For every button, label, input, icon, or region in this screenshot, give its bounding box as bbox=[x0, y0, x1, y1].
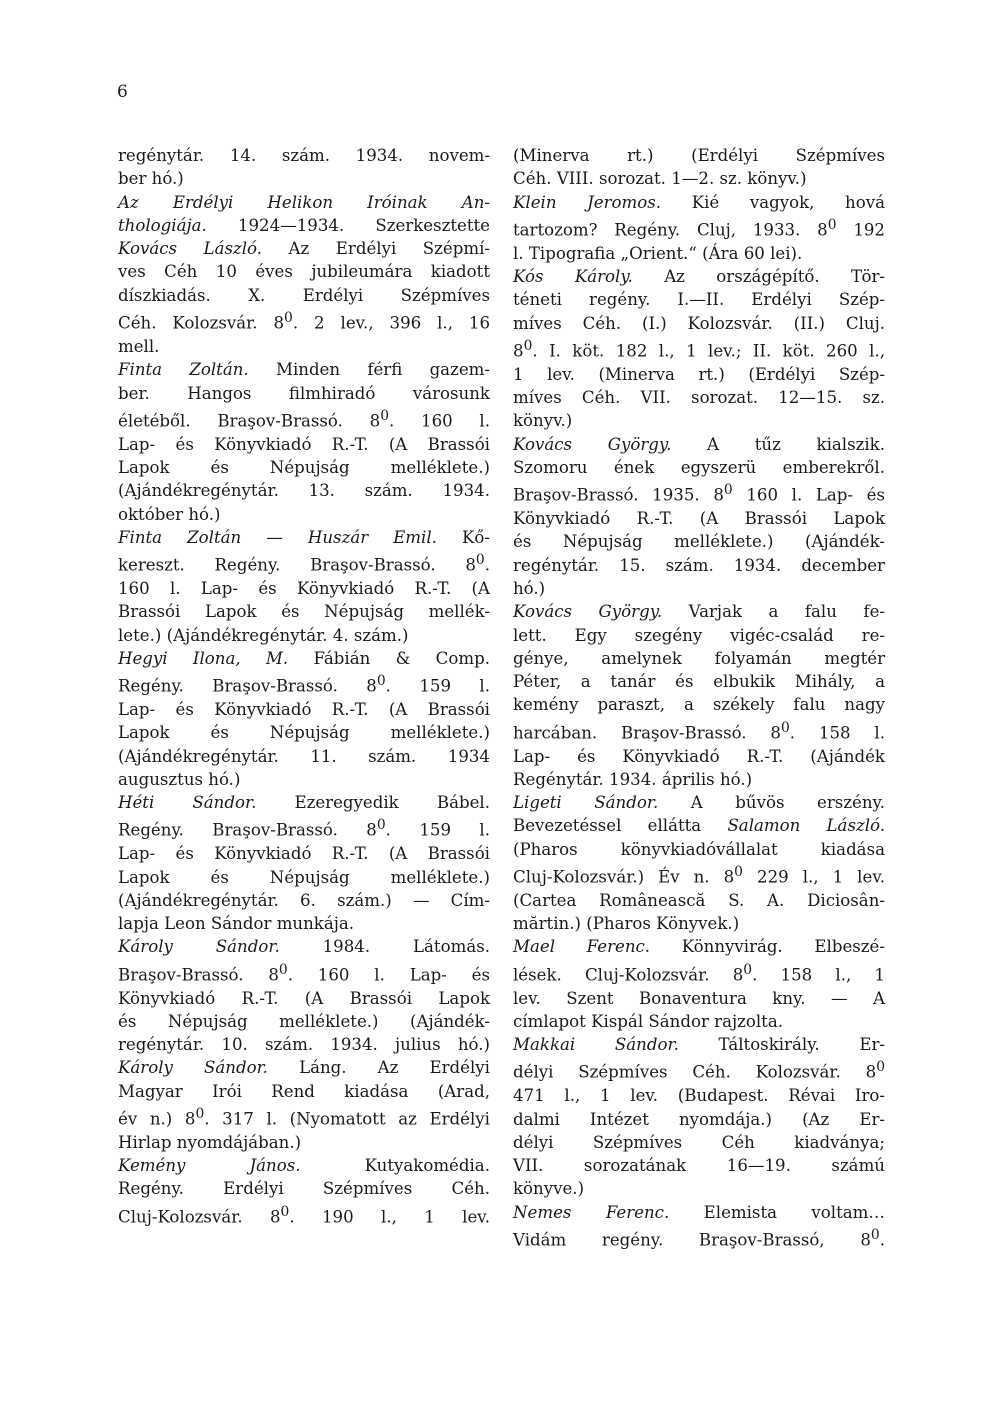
text-line: Cluj-Kolozsvár.) Év n. $8^0$ 229 l., 1 lev. bbox=[513, 864, 885, 887]
text-line: regénytár. 10. szám. 1934. julius hó.) bbox=[118, 1035, 490, 1055]
text-line: tartozom? Regény. Cluj, 1933. $8^0$ 192 bbox=[513, 216, 885, 240]
text-line: címlapot Kispál Sándor rajzolta. bbox=[513, 1011, 784, 1031]
text-line: harcában. Braşov-Brassó. $8^0$. 158 l. bbox=[513, 719, 885, 743]
text-line: könyve.) bbox=[513, 1179, 585, 1199]
text-line: Lap- és Könyvkiadó R.-T. (Ajándék bbox=[513, 746, 885, 766]
text-line: Cluj-Kolozsvár. $8^0$. 190 l., 1 lev. bbox=[118, 1203, 490, 1227]
text-line: hó.) bbox=[513, 578, 546, 598]
text-line: Braşov-Brassó. 1935. $8^0$ 160 l. Lap- és bbox=[513, 482, 885, 505]
text-line: Céh. VIII. sorozat. 1—2. sz. könyv.) bbox=[513, 169, 807, 189]
text-line: Kós Károly. Az országépítő. Tör- bbox=[513, 267, 886, 287]
text-line: (Ajándékregénytár. 11. szám. 1934 bbox=[118, 746, 490, 766]
text-line: míves Céh. (I.) Kolozsvár. (II.) Cluj. bbox=[513, 313, 885, 333]
text-line: Kovács László. Az Erdélyi Szépmí- bbox=[118, 239, 490, 259]
text-line: lett. Egy szegény vigéc-család re- bbox=[513, 625, 885, 645]
text-line: augusztus hó.) bbox=[118, 769, 241, 789]
text-line: Péter, a tanár és elbukik Mihály, a bbox=[513, 672, 885, 692]
text-line: téneti regény. I.—II. Erdélyi Szép- bbox=[513, 290, 885, 310]
text-line: lete.) (Ajándékregénytár. 4. szám.) bbox=[118, 625, 409, 645]
text-line: Klein Jeromos. Kié vagyok, hová bbox=[513, 192, 885, 212]
text-line: lapja Leon Sándor munkája. bbox=[118, 914, 355, 934]
text-line: Hegyi Ilona, M. Fábián & Comp. bbox=[118, 648, 490, 668]
text-line: kereszt. Regény. Braşov-Brassó. $8^0$. bbox=[118, 552, 490, 575]
text-line: Mael Ferenc. Könnyvirág. Elbeszé- bbox=[513, 937, 885, 957]
text-line: díszkiadás. X. Erdélyi Szépmíves bbox=[118, 285, 490, 305]
text-line: Károly Sándor. Láng. Az Erdélyi bbox=[118, 1058, 490, 1078]
text-line: Hirlap nyomdájában.) bbox=[118, 1132, 302, 1152]
text-line: Magyar Irói Rend kiadása (Arad, bbox=[118, 1081, 490, 1101]
text-line: életéből. Braşov-Brassó. $8^0$. 160 l. bbox=[118, 407, 490, 431]
text-line: könyv.) bbox=[513, 411, 573, 431]
text-line: Szomoru ének egyszerü emberekről. bbox=[513, 457, 885, 477]
text-line: mărtin.) (Pharos Könyvek.) bbox=[513, 914, 740, 934]
text-line: (Pharos könyvkiadóvállalat kiadása bbox=[513, 839, 885, 859]
text-line: 1 lev. (Minerva rt.) (Erdélyi Szép- bbox=[513, 364, 885, 384]
text-line: Lap- és Könyvkiadó R.-T. (A Brassói bbox=[118, 699, 490, 719]
text-line: Regény. Erdélyi Szépmíves Céh. bbox=[118, 1179, 490, 1199]
text-line: Brassói Lapok és Népujság mellék- bbox=[118, 602, 490, 622]
text-line: Lapok és Népujság melléklete.) bbox=[118, 723, 490, 743]
text-line: Makkai Sándor. Táltoskirály. Er- bbox=[513, 1035, 885, 1055]
text-line: ber. Hangos filmhiradó városunk bbox=[118, 383, 490, 403]
text-line: regénytár. 15. szám. 1934. december bbox=[513, 555, 885, 575]
text-line: ves Céh 10 éves jubileumára kiadott bbox=[118, 262, 490, 282]
text-line: ber hó.) bbox=[118, 169, 184, 189]
text-line: regénytár. 14. szám. 1934. novem- bbox=[118, 146, 490, 165]
text-line: és Népujság melléklete.) (Ajándék- bbox=[118, 1011, 490, 1031]
text-line: Regény. Braşov-Brassó. $8^0$. 159 l. bbox=[118, 817, 491, 840]
text-line: lések. Cluj-Kolozsvár. $8^0$. 158 l., 1 bbox=[513, 961, 885, 985]
text-line: VII. sorozatának 16—19. számú bbox=[513, 1156, 885, 1176]
page-number: 6 bbox=[117, 82, 128, 102]
text-line: Héti Sándor. Ezeregyedik Bábel. bbox=[118, 793, 490, 813]
text-line: Vidám regény. Braşov-Brassó, $8^0$. bbox=[513, 1227, 885, 1250]
text-line: 160 l. Lap- és Könyvkiadó R.-T. (A bbox=[118, 578, 490, 598]
right-column bbox=[513, 144, 885, 1252]
text-line: Lap- és Könyvkiadó R.-T. (A Brassói bbox=[118, 844, 490, 864]
text-line: Lap- és Könyvkiadó R.-T. (A Brassói bbox=[118, 434, 490, 454]
text-line: dalmi Intézet nyomdája.) (Az Er- bbox=[513, 1109, 885, 1129]
text-line: Regénytár. 1934. április hó.) bbox=[513, 769, 753, 789]
text-line: (Minerva rt.) (Erdélyi Szépmíves bbox=[513, 146, 885, 165]
text-line: l. Tipografia „Orient.“ (Ára 60 lei). bbox=[513, 243, 803, 263]
text-line: (Ajándékregénytár. 6. szám.) — Cím- bbox=[118, 890, 490, 910]
text-line: Céh. Kolozsvár. $8^0$. 2 lev., 396 l., 16 bbox=[118, 310, 490, 333]
left-column bbox=[118, 144, 490, 1229]
text-line: míves Céh. VII. sorozat. 12—15. sz. bbox=[513, 388, 885, 408]
text-line: 471 l., 1 lev. (Budapest. Révai Iro- bbox=[513, 1086, 885, 1106]
text-line: Kovács György. A tűz kialszik. bbox=[513, 434, 885, 454]
text-line: Könyvkiadó R.-T. (A Brassói Lapok bbox=[118, 988, 490, 1008]
text-line: Nemes Ferenc. Elemista voltam… bbox=[513, 1202, 885, 1222]
text-line: Az Erdélyi Helikon Iróinak An- bbox=[118, 192, 490, 212]
text-line: $8^0$. I. köt. 182 l., 1 lev.; II. köt. 260 l., bbox=[513, 337, 885, 361]
text-line: Károly Sándor. 1984. Látomás. bbox=[118, 937, 490, 957]
text-line: délyi Szépmíves Céh kiadványa; bbox=[513, 1132, 885, 1152]
text-line: mell. bbox=[118, 336, 160, 356]
text-line: Lapok és Népujság melléklete.) bbox=[118, 867, 490, 887]
text-line: Könyvkiadó R.-T. (A Brassói Lapok bbox=[513, 509, 885, 529]
text-line: és Népujság melléklete.) (Ajándék- bbox=[513, 532, 885, 552]
text-line: Finta Zoltán. Minden férfi gazem- bbox=[118, 360, 490, 380]
text-line: Kemény János. Kutyakomédia. bbox=[118, 1156, 490, 1176]
text-line: év n.) $8^0$. 317 l. (Nyomatott az Erdélyi bbox=[118, 1106, 490, 1129]
text-line: génye, amelynek folyamán megtér bbox=[513, 648, 885, 668]
text-line: Lapok és Népujság melléklete.) bbox=[118, 457, 490, 477]
text-line: (Ajándékregénytár. 13. szám. 1934. bbox=[118, 481, 490, 501]
text-line: Regény. Braşov-Brassó. $8^0$. 159 l. bbox=[118, 673, 491, 696]
text-line: Braşov-Brassó. $8^0$. 160 l. Lap- és bbox=[118, 961, 490, 985]
text-line: (Cartea Românească S. A. Diciosân- bbox=[513, 890, 885, 910]
text-line: Ligeti Sándor. A bűvös erszény. bbox=[513, 793, 885, 813]
text-line: Finta Zoltán — Huszár Emil. Kő- bbox=[118, 527, 490, 547]
text-line: Bevezetéssel ellátta Salamon László. bbox=[513, 816, 885, 836]
text-line: Kovács György. Varjak a falu fe- bbox=[513, 602, 885, 622]
text-line: lev. Szent Bonaventura kny. — A bbox=[513, 988, 885, 1008]
text-line: kemény paraszt, a székely falu nagy bbox=[513, 695, 885, 715]
text-line: thologiája. 1924—1934. Szerkesztette bbox=[118, 215, 490, 235]
text-line: október hó.) bbox=[118, 504, 221, 524]
text-line: délyi Szépmíves Céh. Kolozsvár. $8^0$ bbox=[513, 1059, 885, 1082]
